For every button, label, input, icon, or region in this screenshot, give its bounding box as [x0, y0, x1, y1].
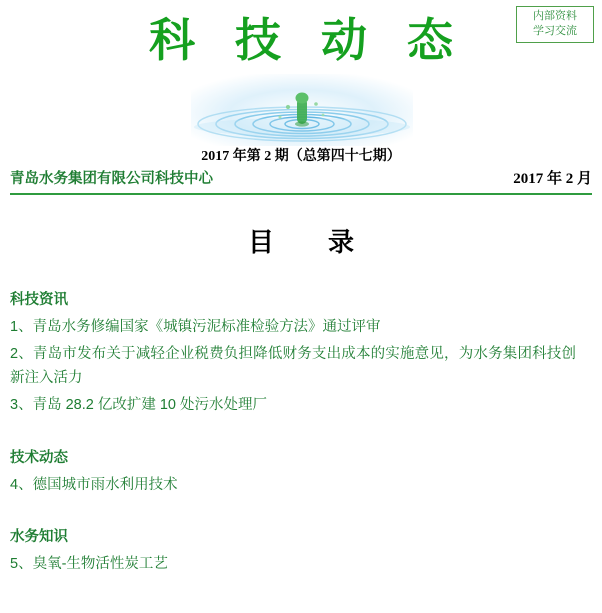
masthead — [0, 14, 602, 67]
publisher-name: 青岛水务集团有限公司科技中心 — [10, 171, 213, 187]
masthead-title: 科 技 动 态 — [148, 13, 466, 67]
toc-body — [10, 288, 576, 591]
toc-item[interactable]: 1、青岛水务修编国家《城镇污泥标准检验方法》通过评审 — [10, 319, 381, 335]
water-ripple-emblem — [191, 74, 413, 146]
notice-line-2: 学习交流 — [533, 24, 577, 37]
toc-section — [10, 288, 576, 418]
publisher-date: 2017 年 2 月 — [513, 171, 592, 187]
toc-section-title: 技术动态 — [10, 449, 68, 466]
toc-section — [10, 446, 576, 497]
toc-section-title: 水务知识 — [10, 529, 68, 546]
toc-section-title: 科技资讯 — [10, 292, 68, 308]
toc-item[interactable]: 5、臭氧-生物活性炭工艺 — [10, 556, 168, 573]
publisher-row — [10, 167, 592, 188]
toc-section — [10, 525, 576, 576]
issue-line: 2017 年第 2 期（总第四十七期） — [201, 149, 401, 164]
header-divider — [10, 193, 592, 195]
notice-line-1: 内部资料 — [533, 10, 577, 22]
toc-heading: 目 录 — [247, 228, 368, 257]
toc-item[interactable]: 3、青岛 28.2 亿改扩建 10 处污水处理厂 — [10, 397, 268, 414]
section-spacer — [10, 511, 576, 525]
toc-item[interactable]: 4、德国城市雨水利用技术 — [10, 476, 178, 493]
toc-item[interactable]: 2、青岛市发布关于减轻企业税费负担降低财务支出成本的实施意见，为水务集团科技创新注入活力 — [10, 346, 576, 386]
section-spacer — [10, 432, 576, 446]
